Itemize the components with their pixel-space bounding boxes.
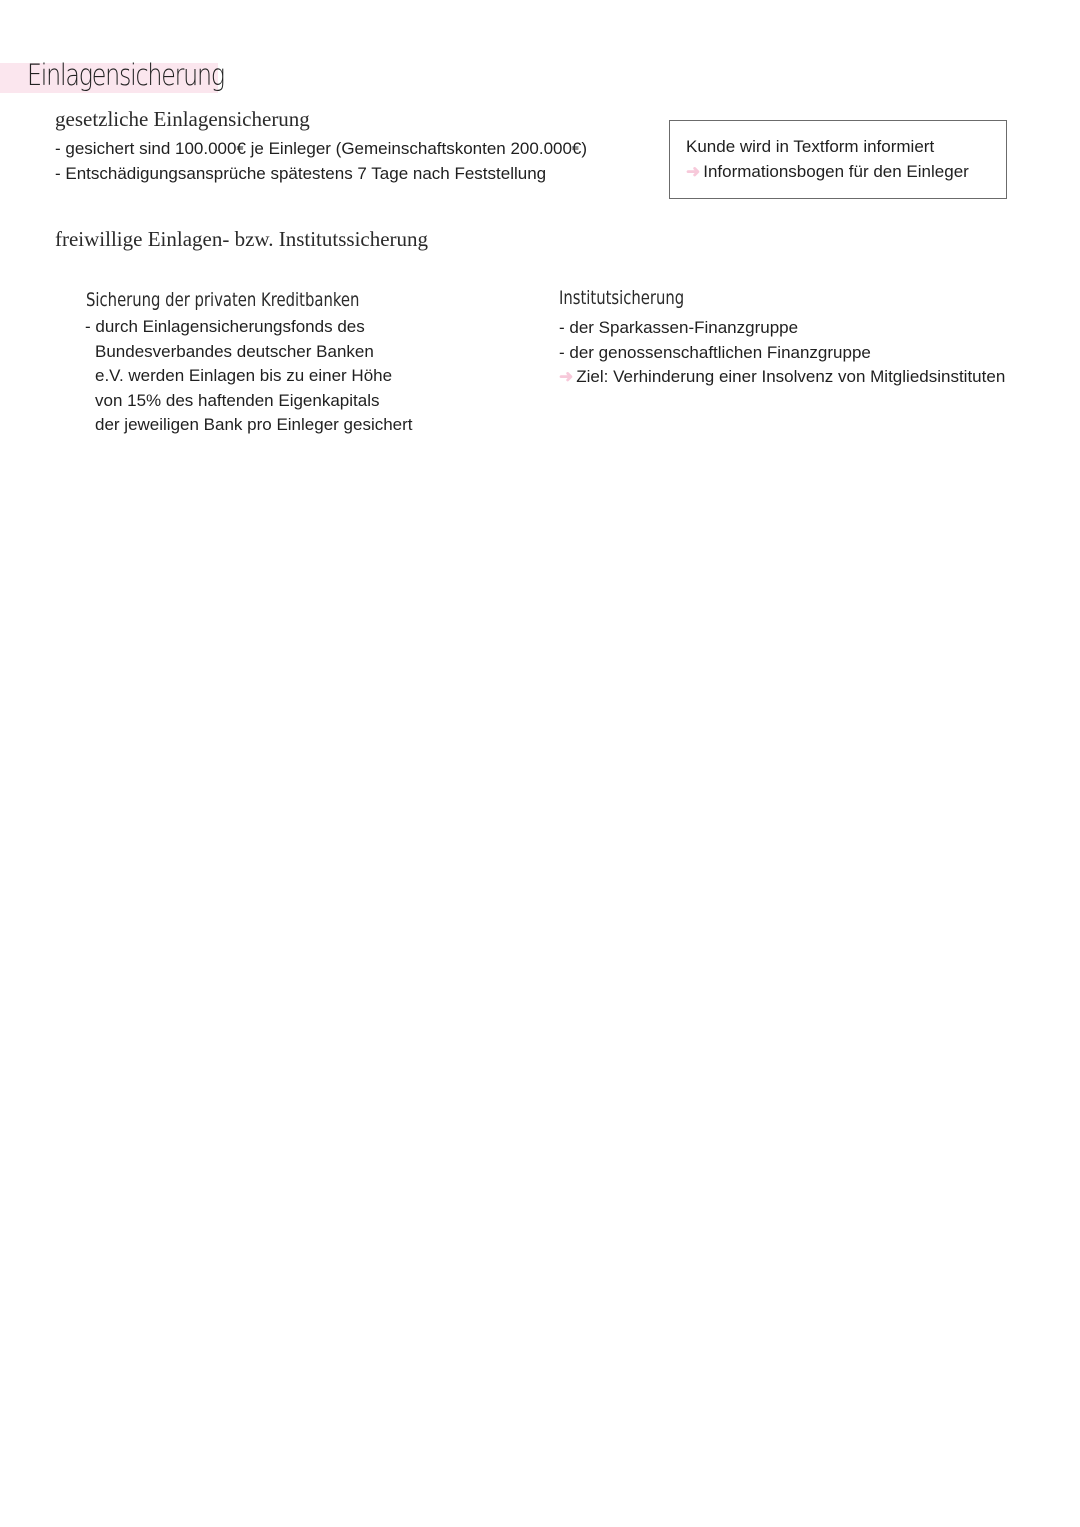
section-heading-gesetzliche: gesetzliche Einlagensicherung: [55, 107, 310, 131]
gesetzliche-list: [55, 137, 587, 186]
goal-line: [559, 365, 1005, 390]
text-line: der jeweiligen Bank pro Einleger gesichert: [95, 415, 413, 434]
info-box: [669, 120, 1007, 199]
page-title: Einlagensicherung: [27, 58, 224, 92]
text-line: Bundesverbandes deutscher Banken: [95, 341, 374, 361]
info-box-line-1: Kunde wird in Textform informiert: [686, 137, 935, 156]
info-box-line-2: [686, 160, 969, 185]
list-item: - der Sparkassen-Finanzgruppe: [559, 318, 799, 337]
text-line: von 15% des haftenden Eigenkapitals: [95, 390, 380, 410]
info-box-line-2-text: Informationsbogen für den Einleger: [703, 162, 969, 181]
list-item: - gesichert sind 100.000€ je Einleger (Gemeinschaftskonten 200.000€): [55, 139, 588, 158]
subheading-private-banks: Sicherung der privaten Kreditbanken: [86, 289, 360, 311]
list-item: - der genossenschaftlichen Finanzgruppe: [559, 342, 871, 362]
right-arrow-icon: ➜: [559, 367, 574, 386]
right-arrow-icon: ➜: [686, 162, 701, 181]
private-banks-text: [85, 315, 413, 438]
subheading-institutssicherung: Institutsicherung: [559, 287, 685, 309]
institutssicherung-list: [559, 316, 1005, 390]
list-item: - Entschädigungsansprüche spätestens 7 Tage nach Feststellung: [55, 163, 547, 183]
text-line: e.V. werden Einlagen bis zu einer Höhe: [95, 366, 393, 385]
goal-text: Ziel: Verhinderung einer Insolvenz von Mitgliedsinstituten: [576, 367, 1006, 386]
section-heading-freiwillige: freiwillige Einlagen- bzw. Institutssicherung: [55, 227, 429, 251]
text-line: - durch Einlagensicherungsfonds des: [85, 317, 365, 336]
